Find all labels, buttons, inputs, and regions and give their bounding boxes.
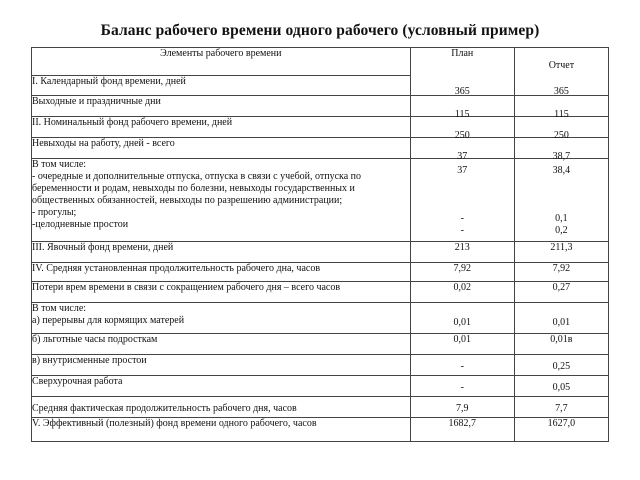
row-label-line: а) перерывы для кормящих матерей (32, 315, 185, 326)
table-row (32, 303, 609, 334)
plan-value: - (410, 355, 514, 376)
row-label: IV. Средняя установленная продолжительность рабочего дна, часов (32, 263, 411, 282)
report-value: 1627,0 (514, 418, 608, 442)
plan-value: - (460, 225, 464, 236)
row-label: Невыходы на работу, дней - всего (32, 138, 411, 159)
report-value: 7,7 (514, 397, 608, 418)
work-time-balance-table (31, 47, 609, 442)
table-row (32, 355, 609, 376)
header-plan: План (410, 48, 514, 96)
row-label: Средняя фактическая продолжительность рабочего дня, часов (32, 397, 411, 418)
row-label: в) внутрисменные простои (32, 355, 411, 376)
table-row (32, 334, 609, 355)
report-value: 115 (514, 109, 608, 130)
row-label-line: - прогулы; (32, 207, 77, 218)
plan-value: 115 (410, 109, 514, 130)
plan-value: 0,02 (410, 282, 514, 303)
report-value: 38,4 (552, 165, 571, 176)
plan-value: 37 (457, 165, 468, 176)
row-label: II. Номинальный фонд рабочего времени, дней (32, 117, 411, 138)
row-label: Сверхурочная работа (32, 376, 411, 397)
plan-value: 1682,7 (410, 418, 514, 442)
row-label-line: общественных обязанностей, невыходы по разрешению администрации; (32, 195, 343, 206)
row-label-line: - очередные и дополнительные отпуска, отпуска в связи с учебой, отпуска по (32, 171, 362, 182)
plan-value: 365 (410, 86, 514, 107)
header-elements: Элементы рабочего времени (32, 48, 411, 76)
plan-value-group (410, 151, 514, 242)
row-label-multiline (32, 159, 411, 242)
report-value-group (514, 151, 608, 242)
report-value: 0,01 (514, 303, 608, 334)
table-row (32, 263, 609, 282)
page-title: Баланс рабочего времени одного рабочего (условный пример) (100, 22, 540, 39)
row-label-line: В том числе: (32, 303, 87, 314)
plan-value: 7,9 (410, 397, 514, 418)
report-value: 38,7 (552, 151, 571, 162)
table-row (32, 376, 609, 397)
plan-value: - (460, 213, 464, 224)
table-header-row (32, 48, 609, 76)
report-value: 250 (514, 130, 608, 151)
row-label-line: беременности и родам, невыходы по болезни, невыходы государственных и (32, 183, 355, 194)
row-label: V. Эффективный (полезный) фонд времени одного рабочего, часов (32, 418, 411, 442)
plan-value: 0,01 (410, 303, 514, 334)
table-row (32, 418, 609, 442)
report-value: 7,92 (514, 263, 608, 282)
plan-value: 37 (457, 151, 468, 162)
row-label: Выходные и праздничные дни (32, 96, 411, 117)
report-value: 0,05 (514, 376, 608, 397)
plan-value: - (410, 376, 514, 397)
table-row (32, 159, 609, 242)
header-report: Отчет (514, 48, 608, 96)
plan-value: 7,92 (410, 263, 514, 282)
report-value: 211,3 (514, 242, 608, 263)
report-value: 0,25 (514, 355, 608, 376)
plan-value: 250 (410, 130, 514, 151)
plan-value: 213 (410, 242, 514, 263)
report-value: 0,27 (514, 282, 608, 303)
report-value: 0,1 (555, 213, 568, 224)
row-label-multiline (32, 303, 411, 334)
report-value: 365 (514, 86, 608, 107)
row-label: Потери врем времени в связи с сокращением рабочего дня – всего часов (32, 282, 411, 303)
plan-value: 0,01 (410, 334, 514, 355)
row-label: б) льготные часы подросткам (32, 334, 411, 355)
row-label: I. Календарный фонд времени, дней (32, 76, 411, 96)
report-value: 0,2 (555, 225, 568, 236)
row-label: III. Явочный фонд времени, дней (32, 242, 411, 263)
table-row (32, 242, 609, 263)
report-value: 0,01в (514, 334, 608, 355)
row-label-line: В том числе: (32, 159, 87, 170)
row-label-line: -целодневные простои (32, 219, 129, 230)
table-row (32, 397, 609, 418)
table-row (32, 282, 609, 303)
